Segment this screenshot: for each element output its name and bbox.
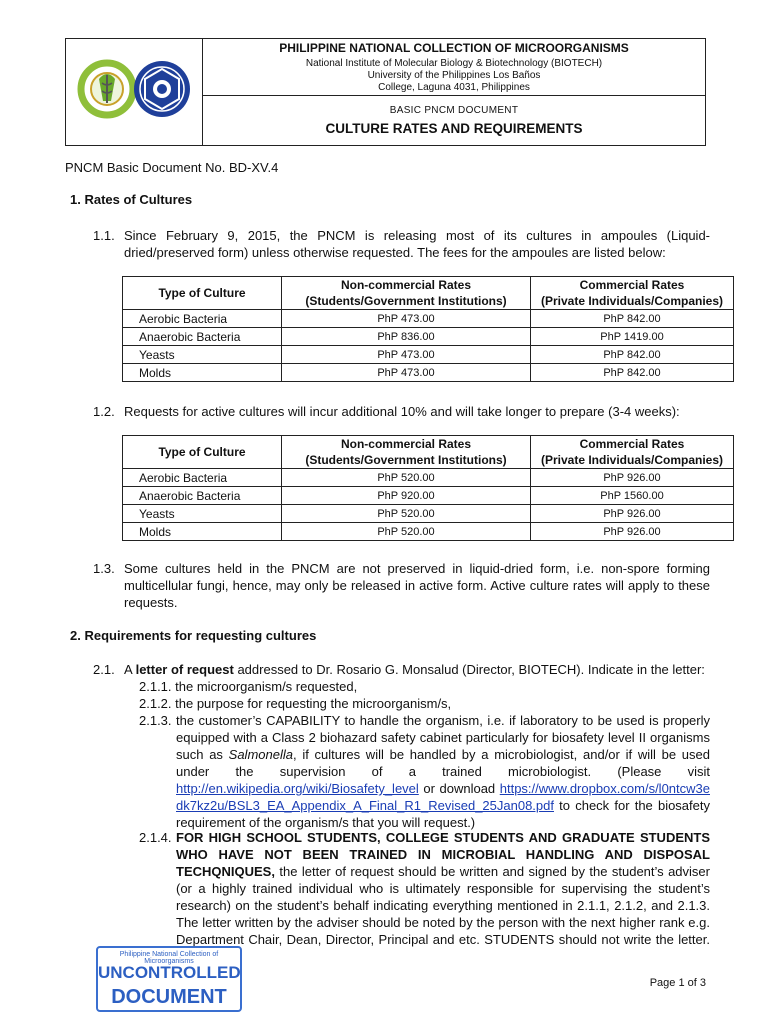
col-header-commercial xyxy=(531,277,734,310)
item-2-1-4 xyxy=(176,829,710,947)
item-2-1-3-italic: Salmonella xyxy=(228,747,293,762)
culture-type: Yeasts xyxy=(123,346,282,364)
noncommercial-rate: PhP 473.00 xyxy=(282,310,531,328)
uncontrolled-document-stamp xyxy=(96,946,242,1012)
noncommercial-rate: PhP 520.00 xyxy=(282,505,531,523)
item-2-1-3-text-d: to check for the biosafety requirement of the organism/s that you will request.) xyxy=(176,798,710,830)
commercial-rate: PhP 1419.00 xyxy=(531,328,734,346)
para-1-1-number: 1.1. xyxy=(93,228,115,243)
item-2-1-4-bold: FOR HIGH SCHOOL STUDENTS, COLLEGE STUDENTS AND GRADUATE STUDENTS WHO HAVE NOT BEEN TRAINED IN MICROBIAL HANDLING AND DISPOSAL TECHQNIQUES, xyxy=(176,830,710,879)
noncommercial-rate: PhP 520.00 xyxy=(282,469,531,487)
noncommercial-rate: PhP 520.00 xyxy=(282,523,531,541)
header-divider xyxy=(203,95,705,96)
item-2-1-4-text: the letter of request should be written and signed by the student’s adviser (or a highly trained individual who is ultimately responsible for supervising the student’s research) on the student’s behalf indicating everything mentioned in 2.1.1, 2.1.2, and 2.1.3. The letter written by the adviser should be noted by the person with the next higher rank e.g. Department Chair, Dean, Director, Principal and etc. STUDENTS should not write the letter. xyxy=(176,864,710,947)
col-header-noncommercial xyxy=(282,277,531,310)
culture-type: Molds xyxy=(123,364,282,382)
table-row xyxy=(123,328,734,346)
institute-line: National Institute of Molecular Biology & Biotechnology (BIOTECH) xyxy=(305,58,603,69)
section-1-title: 1. Rates of Cultures xyxy=(70,192,193,207)
commercial-rate: PhP 842.00 xyxy=(531,364,734,382)
commercial-rate: PhP 842.00 xyxy=(531,346,734,364)
col-header-commercial-title: Commercial Rates xyxy=(579,278,685,292)
table-row xyxy=(123,469,734,487)
col-header-commercial-sub: (Private Individuals/Companies) xyxy=(540,294,724,308)
pncm-logo-icon xyxy=(81,63,133,115)
page-number: Page 1 of 3 xyxy=(649,977,706,989)
para-2-1 xyxy=(124,661,714,678)
noncommercial-rate: PhP 920.00 xyxy=(282,487,531,505)
item-2-1-3-text-a: the customer’s CAPABILITY to handle the organism, i.e. if laboratory to be used is properly equipped with a Class 2 biohazard safety cabinet particularly for biosafety level II organisms such as xyxy=(176,713,710,762)
commercial-rate: PhP 1560.00 xyxy=(531,487,734,505)
col-header-noncommercial-title: Non-commercial Rates xyxy=(340,437,472,451)
table-row xyxy=(123,487,734,505)
para-2-1-bold: letter of request xyxy=(135,662,234,677)
culture-type: Yeasts xyxy=(123,505,282,523)
culture-type: Anaerobic Bacteria xyxy=(123,328,282,346)
biosafety-wiki-link[interactable]: http://en.wikipedia.org/wiki/Biosafety_level xyxy=(176,781,419,796)
item-2-1-1: 2.1.1. the microorganism/s requested, xyxy=(139,679,358,694)
item-2-1-4-number: 2.1.4. xyxy=(139,830,172,845)
item-2-1-3-text-c: or download xyxy=(418,781,500,796)
table-active-rates xyxy=(122,435,734,541)
para-1-3-number: 1.3. xyxy=(93,561,115,576)
table-row xyxy=(123,364,734,382)
col-header-commercial-sub: (Private Individuals/Companies) xyxy=(540,453,724,467)
para-1-2: Requests for active cultures will incur additional 10% and will take longer to prepare (3-4 weeks): xyxy=(124,404,680,419)
para-1-2-number: 1.2. xyxy=(93,404,115,419)
table-ampoule-rates xyxy=(122,276,734,382)
logo-cell xyxy=(66,39,203,145)
document-number: PNCM Basic Document No. BD-XV.4 xyxy=(65,160,279,175)
address-line: College, Laguna 4031, Philippines xyxy=(378,82,530,93)
commercial-rate: PhP 842.00 xyxy=(531,310,734,328)
document-kind: BASIC PNCM DOCUMENT xyxy=(389,105,519,116)
document-header xyxy=(65,38,706,146)
item-2-1-3 xyxy=(176,712,710,831)
col-header-type: Type of Culture xyxy=(123,436,282,469)
document-title: CULTURE RATES AND REQUIREMENTS xyxy=(325,121,583,136)
noncommercial-rate: PhP 473.00 xyxy=(282,346,531,364)
para-2-1-number: 2.1. xyxy=(93,662,115,677)
col-header-noncommercial-sub: (Students/Government Institutions) xyxy=(305,453,507,467)
commercial-rate: PhP 926.00 xyxy=(531,523,734,541)
col-header-noncommercial-sub: (Students/Government Institutions) xyxy=(305,294,507,308)
table-row xyxy=(123,346,734,364)
item-2-1-3-text-b: , if cultures will be handled by a microbiologist, and/or if will be used under the supervision of a trained microbiologist. (Please visit xyxy=(176,747,710,779)
col-header-noncommercial xyxy=(282,436,531,469)
para-2-1-text-a: A xyxy=(124,662,136,677)
university-line: University of the Philippines Los Baños xyxy=(367,70,541,81)
noncommercial-rate: PhP 473.00 xyxy=(282,364,531,382)
pncm-biotech-logos xyxy=(66,39,203,145)
org-name: PHILIPPINE NATIONAL COLLECTION OF MICROORGANISMS xyxy=(279,41,629,55)
para-1-3: Some cultures held in the PNCM are not preserved in liquid-dried form, i.e. non-spore forming multicellular fungi, hence, may only be released in active form. Active culture rates will apply to these requests. xyxy=(124,561,710,610)
commercial-rate: PhP 926.00 xyxy=(531,505,734,523)
table-header-row xyxy=(123,277,734,310)
culture-type: Aerobic Bacteria xyxy=(123,469,282,487)
culture-type: Molds xyxy=(123,523,282,541)
table-row xyxy=(123,310,734,328)
noncommercial-rate: PhP 836.00 xyxy=(282,328,531,346)
item-2-1-2: 2.1.2. the purpose for requesting the microorganism/s, xyxy=(139,696,452,711)
para-1-1: Since February 9, 2015, the PNCM is releasing most of its cultures in ampoules (Liquid-dried/preserved form) unless otherwise requested. The fees for the ampoules are listed below: xyxy=(124,228,710,260)
culture-type: Anaerobic Bacteria xyxy=(123,487,282,505)
para-2-1-text-b: addressed to Dr. Rosario G. Monsalud (Director, BIOTECH). Indicate in the letter: xyxy=(233,662,705,677)
dropbox-appendix-link[interactable]: https://www.dropbox.com/s/l0ntcw3edk7kz2u/BSL3_EA_Appendix_A_Final_R1_Revised_25Jan08.pdf xyxy=(176,781,710,813)
commercial-rate: PhP 926.00 xyxy=(531,469,734,487)
col-header-commercial-title: Commercial Rates xyxy=(579,437,685,451)
stamp-line-1: UNCONTROLLED xyxy=(98,963,241,982)
table-row xyxy=(123,523,734,541)
col-header-noncommercial-title: Non-commercial Rates xyxy=(340,278,472,292)
stamp-org: Philippine National Collection of Microorganisms xyxy=(119,951,219,965)
stamp-line-2: DOCUMENT xyxy=(111,986,227,1008)
table-row xyxy=(123,505,734,523)
section-2-title: 2. Requirements for requesting cultures xyxy=(70,628,317,643)
culture-type: Aerobic Bacteria xyxy=(123,310,282,328)
biotech-logo-icon xyxy=(134,61,190,117)
table-header-row xyxy=(123,436,734,469)
col-header-commercial xyxy=(531,436,734,469)
col-header-type: Type of Culture xyxy=(123,277,282,310)
item-2-1-3-number: 2.1.3. xyxy=(139,713,172,728)
header-text xyxy=(203,39,705,145)
